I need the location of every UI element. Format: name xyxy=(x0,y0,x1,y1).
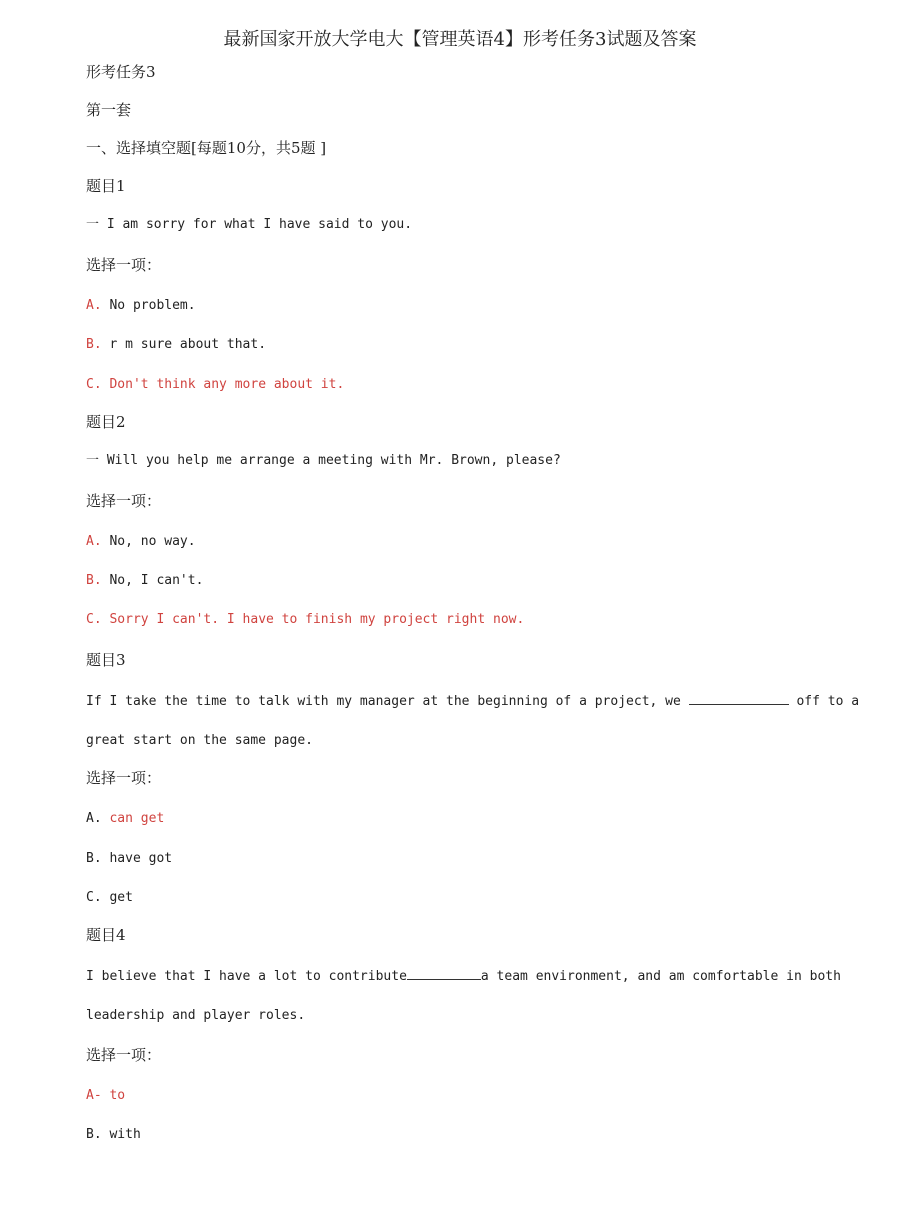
question-4-prompt-line2: leadership and player roles. xyxy=(86,1008,306,1023)
option-text: to xyxy=(109,1088,126,1103)
section-heading: 一、选择填空题[每题10分，共5题 ] xyxy=(86,139,327,157)
question-1-label: 题目1 xyxy=(86,177,126,195)
question-3-choose-label: 选择一项： xyxy=(86,769,162,787)
option-letter: B. xyxy=(86,573,102,588)
option-letter: A. xyxy=(86,811,102,826)
question-4-label: 题目4 xyxy=(86,926,126,944)
question-1-choose-label: 选择一项： xyxy=(86,256,162,274)
question-1-option-a[interactable] xyxy=(86,296,196,316)
option-text: can get xyxy=(109,811,165,826)
option-letter: B. xyxy=(86,337,102,352)
question-4-option-b[interactable] xyxy=(86,1125,141,1145)
question-1-option-c-answer[interactable] xyxy=(86,375,344,395)
option-text: with xyxy=(109,1127,141,1142)
option-text: have got xyxy=(109,851,173,866)
question-2-choose-label: 选择一项： xyxy=(86,492,162,510)
question-2-option-c-answer[interactable] xyxy=(86,610,524,630)
question-2-option-b[interactable] xyxy=(86,571,203,591)
option-letter: B. xyxy=(86,851,102,866)
option-text: Don't think any more about it. xyxy=(109,377,345,392)
option-letter: C. xyxy=(86,612,102,627)
question-2-prompt: 一 Will you help me arrange a meeting with Mr. Brown, please? xyxy=(86,453,561,468)
question-3-option-a-answer[interactable] xyxy=(86,809,164,829)
question-1-prompt: 一 I am sorry for what I have said to you. xyxy=(86,217,413,232)
option-text: r m sure about that. xyxy=(109,337,267,352)
question-3-prompt-line2: great start on the same page. xyxy=(86,733,313,748)
option-letter: A- xyxy=(86,1088,102,1103)
prompt-text: If I take the time to talk with my manager at the beginning of a project, we xyxy=(86,694,681,709)
prompt-text: off to a xyxy=(796,694,860,709)
option-text: No, no way. xyxy=(109,534,196,549)
question-3-option-c[interactable] xyxy=(86,888,133,908)
option-text: No problem. xyxy=(109,298,196,313)
answer-blank xyxy=(689,690,789,705)
option-text: Sorry I can't. I have to finish my project right now. xyxy=(109,612,525,627)
set-heading: 第一套 xyxy=(86,101,132,119)
question-1-option-b[interactable] xyxy=(86,335,266,355)
option-letter: B. xyxy=(86,1127,102,1142)
question-4-prompt xyxy=(86,965,841,987)
prompt-text: a team environment, and am comfortable in both xyxy=(480,969,841,984)
question-3-prompt xyxy=(86,690,859,712)
question-3-label: 题目3 xyxy=(86,651,126,669)
option-letter: C. xyxy=(86,377,102,392)
question-3-option-b[interactable] xyxy=(86,849,172,869)
answer-blank xyxy=(407,965,481,980)
question-2-label: 题目2 xyxy=(86,413,126,431)
option-letter: A. xyxy=(86,534,102,549)
prompt-text: I believe that I have a lot to contribute xyxy=(86,969,407,984)
question-4-choose-label: 选择一项： xyxy=(86,1046,162,1064)
option-text: No, I can't. xyxy=(109,573,204,588)
document-title: 最新国家开放大学电大【管理英语4】形考任务3试题及答案 xyxy=(223,29,697,50)
option-letter: A. xyxy=(86,298,102,313)
option-letter: C. xyxy=(86,890,102,905)
question-2-option-a[interactable] xyxy=(86,532,196,552)
task-heading: 形考任务3 xyxy=(86,63,156,81)
question-4-option-a-answer[interactable] xyxy=(86,1086,125,1106)
option-text: get xyxy=(109,890,133,905)
